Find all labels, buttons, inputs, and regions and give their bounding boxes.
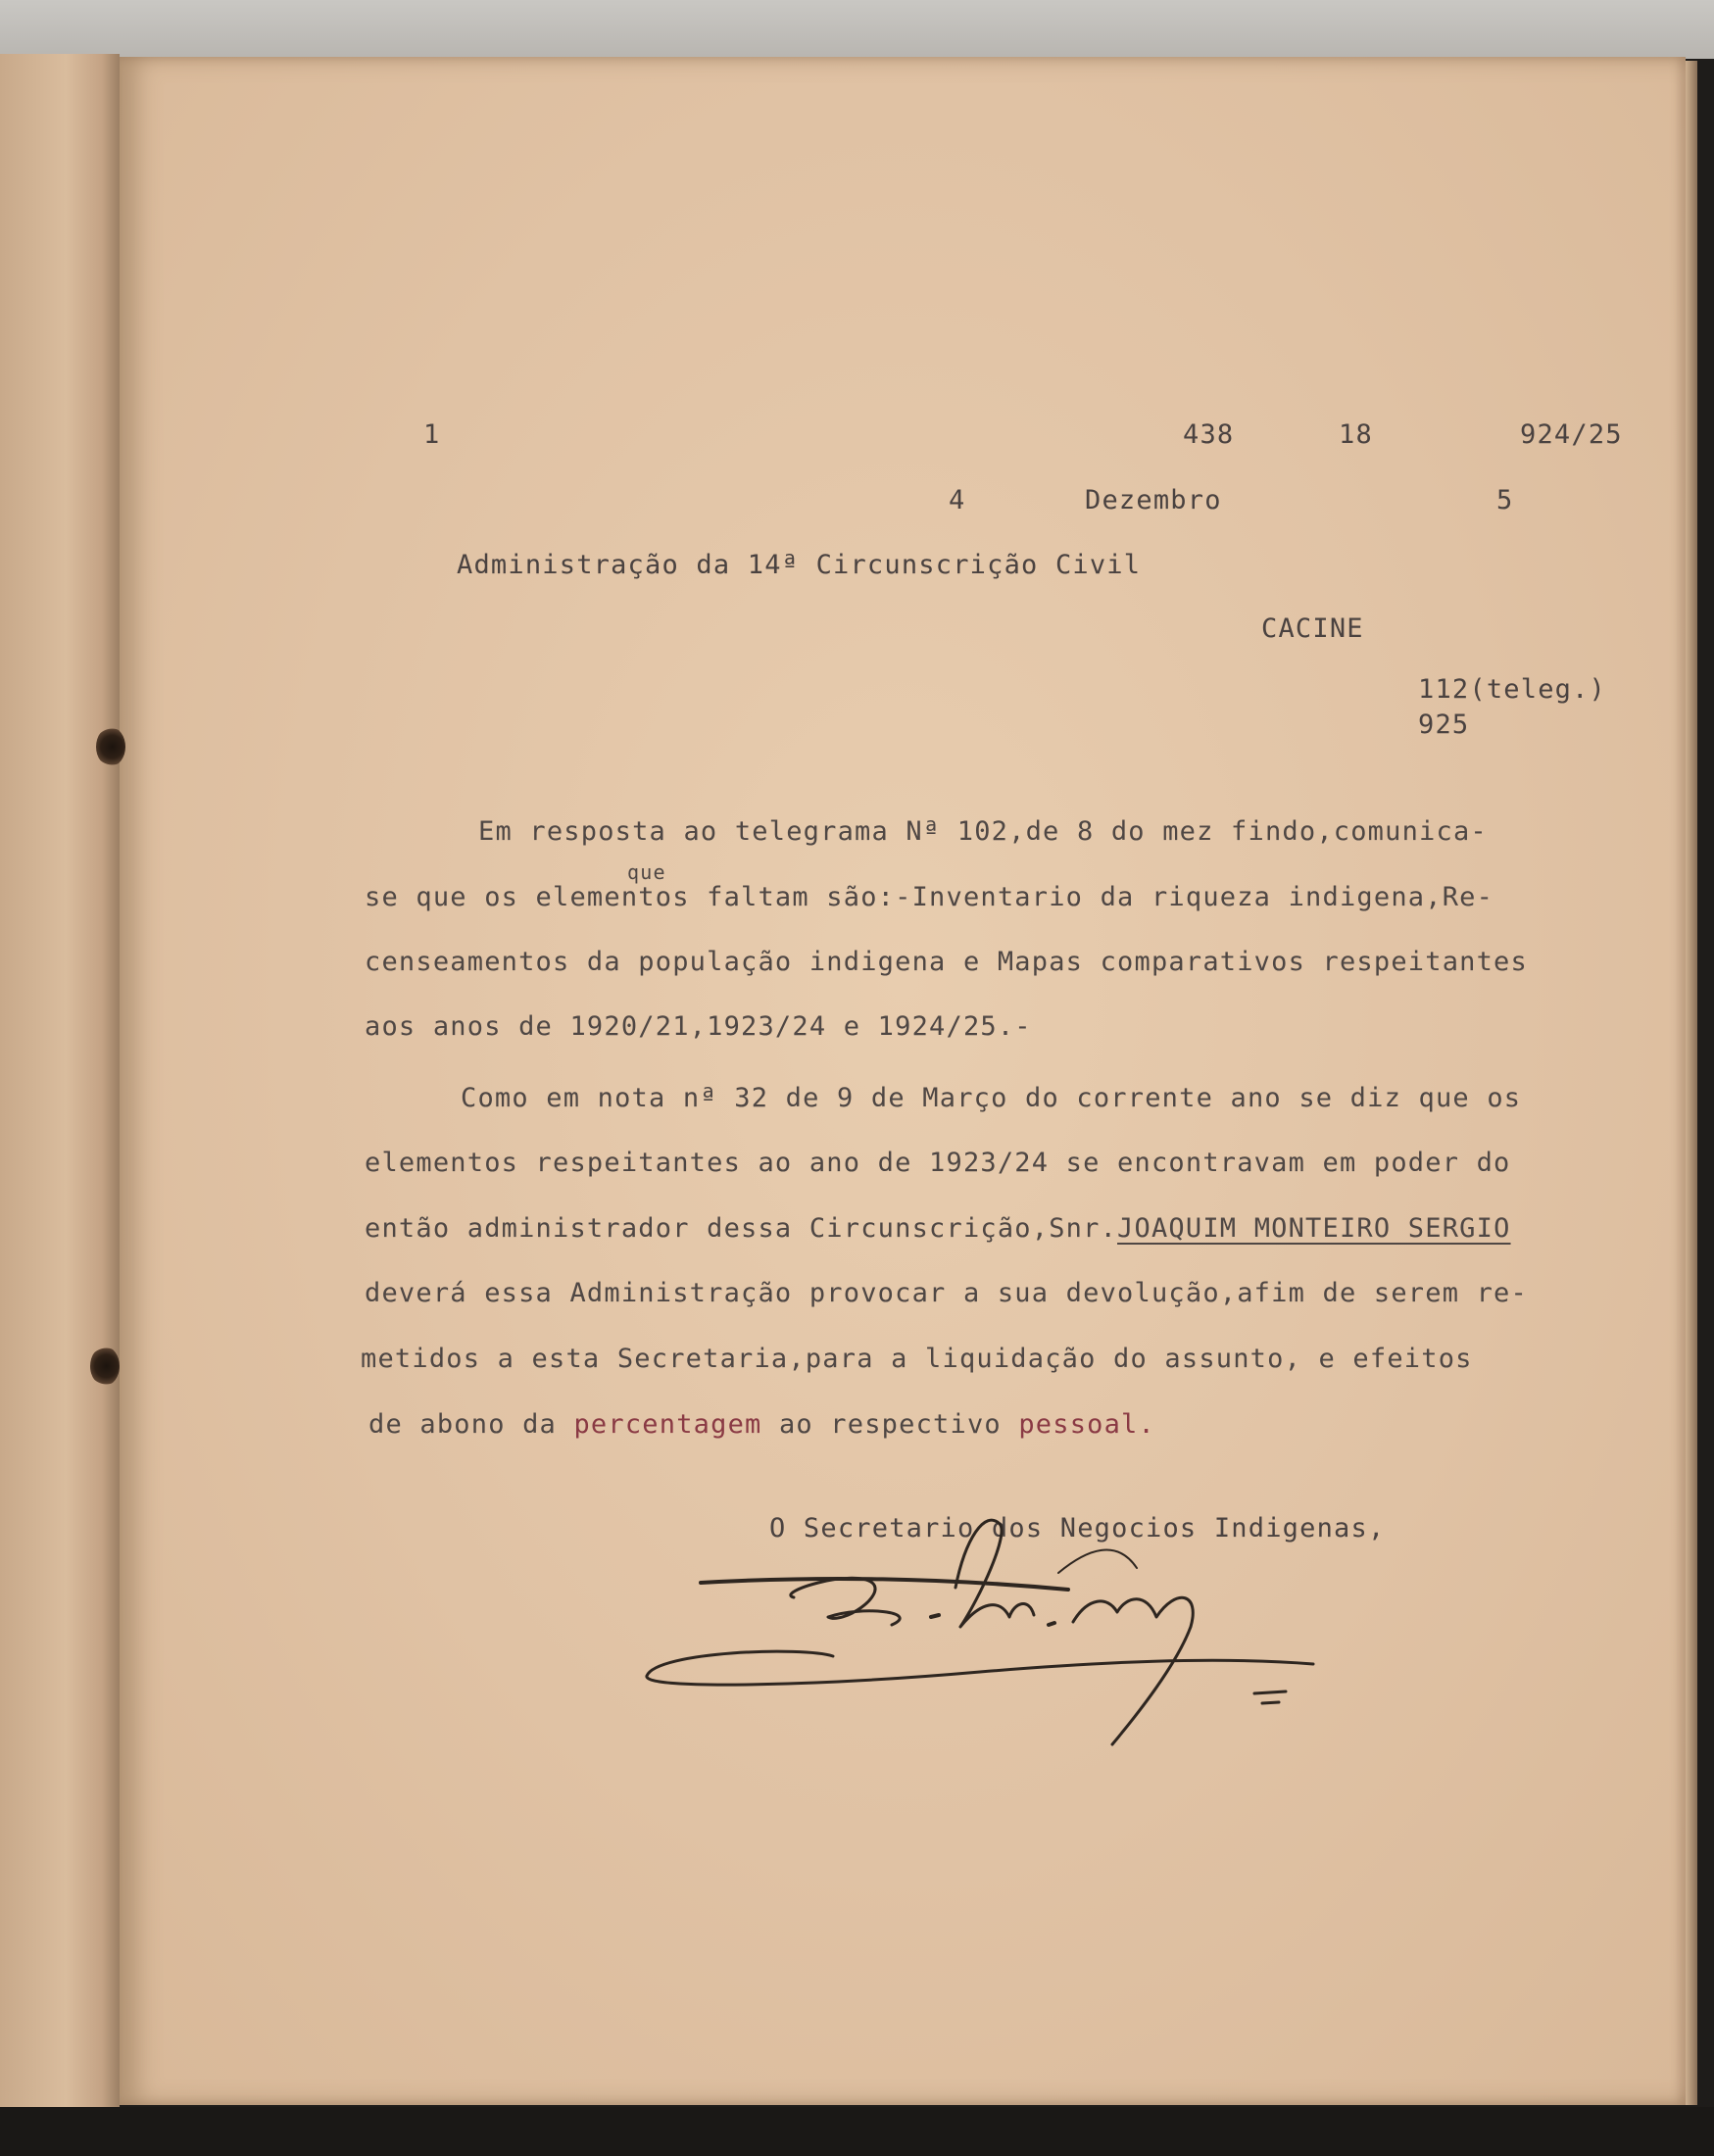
header-month: Dezembro [1085,485,1222,515]
body-line: Como em nota nª 32 de 9 de Março do corrente ano se diz que os [461,1083,1522,1113]
body-line: Em resposta ao telegrama Nª 102,de 8 do mez findo,comunica- [478,816,1488,847]
body-line-last [368,1411,1155,1438]
header-day: 4 [949,485,966,515]
left-facing-page [0,54,120,2107]
insert-word: que [627,860,666,884]
binding-hole-bottom [90,1347,120,1386]
header-addressee: Administração da 14ª Circunscrição Civil [457,550,1142,580]
body-text: ao respectivo [761,1409,1019,1440]
red-ink-word: pessoal. [1018,1409,1155,1440]
header-ref-b: 18 [1339,419,1373,450]
body-line: aos anos de 1920/21,1923/24 e 1924/25.- [365,1011,1032,1042]
header-location: CACINE [1261,613,1364,644]
body-line-prefix: então administrador dessa Circunscrição,Snr. [365,1213,1118,1244]
administrator-name: JOAQUIM MONTEIRO SERGIO [1117,1213,1511,1244]
body-text: de abono da [368,1409,574,1440]
binding-hole-top [96,727,125,766]
body-line: censeamentos da população indigena e Mapas comparativos respeitantes [365,947,1528,977]
red-ink-word: percentagem [573,1409,762,1440]
body-line: elementos respeitantes ao ano de 1923/24 se encontravam em poder do [365,1148,1511,1178]
header-year-digit: 5 [1496,485,1514,515]
header-ref-a: 438 [1183,419,1235,450]
header-ref-year: 925 [1418,710,1470,740]
body-line: deverá essa Administração provocar a sua devolução,afim de serem re- [365,1278,1528,1308]
document-page [120,57,1686,2105]
scanner-background-top [0,0,1714,59]
handwritten-signature [627,1480,1362,1774]
body-line: metidos a esta Secretaria,para a liquidação do assunto, e efeitos [361,1344,1473,1374]
header-number: 1 [423,419,441,450]
header-ref-telegram: 112(teleg.) [1418,674,1607,705]
page-edge [1686,61,1697,2105]
body-line-with-name [365,1215,1511,1242]
body-line: se que os elementos faltam são:-Inventario da riqueza indigena,Re- [365,882,1494,912]
scanner-background-bottom [0,2107,1714,2156]
closing-title: O Secretario dos Negocios Indigenas, [769,1513,1386,1544]
header-year-range: 924/25 [1520,419,1623,450]
